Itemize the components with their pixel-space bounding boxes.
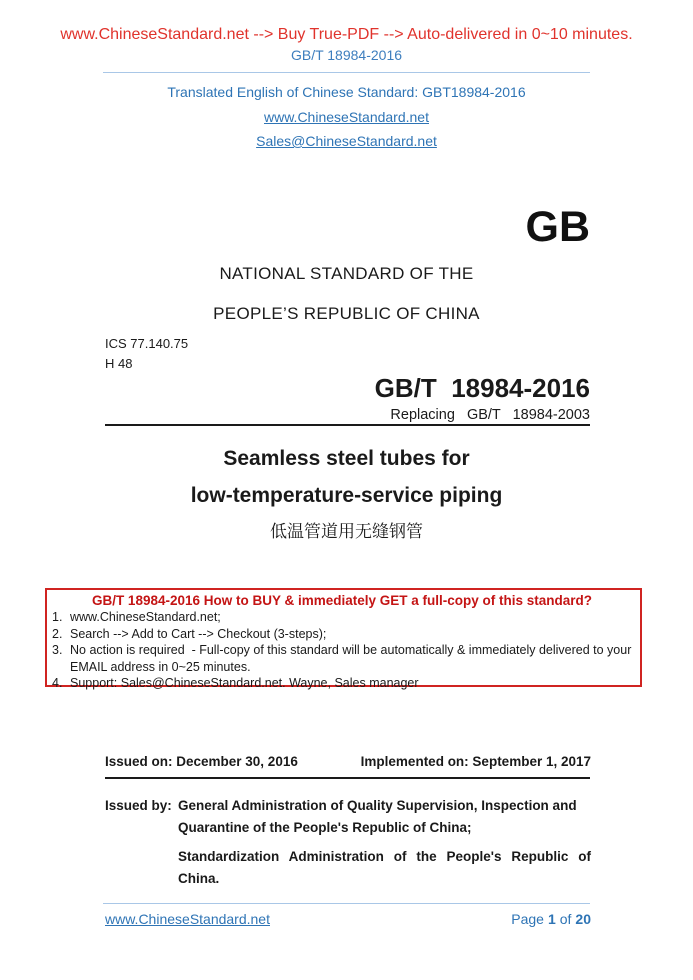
national-standard-line2: PEOPLE’S REPUBLIC OF CHINA bbox=[213, 304, 480, 323]
list-item bbox=[52, 609, 632, 626]
list-item-number: 2. bbox=[52, 626, 63, 641]
issued-on-date: Issued on: December 30, 2016 bbox=[105, 754, 298, 769]
masthead-divider bbox=[105, 424, 590, 426]
page-indicator bbox=[511, 911, 591, 927]
document-title-line2: low-temperature-service piping bbox=[190, 484, 503, 507]
of-label: of bbox=[559, 911, 572, 927]
standard-number: GB/T 18984-2016 bbox=[374, 373, 590, 403]
header-divider bbox=[103, 72, 590, 73]
list-item bbox=[52, 642, 635, 675]
implemented-on-date: Implemented on: September 1, 2017 bbox=[360, 754, 591, 769]
issuer-block bbox=[105, 795, 591, 890]
promo-banner: www.ChineseStandard.net --> Buy True-PDF --> Auto-delivered in 0~10 minutes. bbox=[60, 26, 633, 43]
list-item-number: 3. bbox=[52, 643, 63, 657]
classification-code: H 48 bbox=[105, 356, 133, 371]
document-title-chinese: 低温管道用无缝钢管 bbox=[270, 522, 423, 541]
list-item-text: Search --> Add to Cart --> Checkout (3-steps); bbox=[70, 626, 327, 641]
list-item-number: 1. bbox=[52, 610, 63, 624]
footer bbox=[105, 911, 591, 927]
list-item-text: www.ChineseStandard.net; bbox=[70, 610, 221, 624]
header-email-link-row bbox=[0, 133, 693, 151]
translated-title: Translated English of Chinese Standard: GBT18984-2016 bbox=[167, 84, 526, 100]
national-standard-line1: NATIONAL STANDARD OF THE bbox=[219, 264, 474, 283]
issuer-organizations bbox=[178, 795, 591, 890]
document-title-line1: Seamless steel tubes for bbox=[223, 447, 470, 470]
list-item bbox=[52, 675, 632, 692]
buy-box-heading: GB/T 18984-2016 How to BUY & immediately GET a full-copy of this standard? bbox=[91, 593, 593, 608]
total-page-number: 20 bbox=[575, 911, 591, 927]
current-page-number: 1 bbox=[547, 911, 556, 927]
list-item-text: No action is required - Full-copy of this standard will be automatically & immediately delivered to your EMAIL address in 0~25 minutes. bbox=[70, 643, 635, 674]
page-label: Page bbox=[511, 911, 544, 927]
list-item-text: Support: Sales@ChineseStandard.net. Wayne, Sales manager bbox=[70, 676, 419, 690]
issued-by-label: Issued by: bbox=[105, 798, 172, 813]
issuer-org-1: General Administration of Quality Supervision, Inspection and Quarantine of the People's Republic of China; bbox=[178, 798, 577, 835]
issuer-org-2: Standardization Administration of the People's Republic of China. bbox=[178, 849, 591, 886]
ics-code: ICS 77.140.75 bbox=[105, 336, 189, 351]
footer-site-link[interactable]: www.ChineseStandard.net bbox=[105, 911, 270, 927]
dates-divider bbox=[105, 777, 590, 779]
list-item bbox=[52, 626, 632, 643]
list-item-number: 4. bbox=[52, 676, 63, 690]
dates-row bbox=[105, 754, 591, 769]
header-site-link-row bbox=[0, 109, 693, 127]
site-link[interactable]: www.ChineseStandard.net bbox=[264, 109, 429, 125]
replacing-note: Replacing GB/T 18984-2003 bbox=[390, 407, 590, 423]
email-link[interactable]: Sales@ChineseStandard.net bbox=[256, 133, 437, 149]
gb-logo: GB bbox=[525, 203, 590, 251]
footer-divider bbox=[103, 903, 590, 904]
buy-instructions-box bbox=[45, 588, 642, 690]
header-standard-code: GB/T 18984-2016 bbox=[290, 47, 403, 63]
